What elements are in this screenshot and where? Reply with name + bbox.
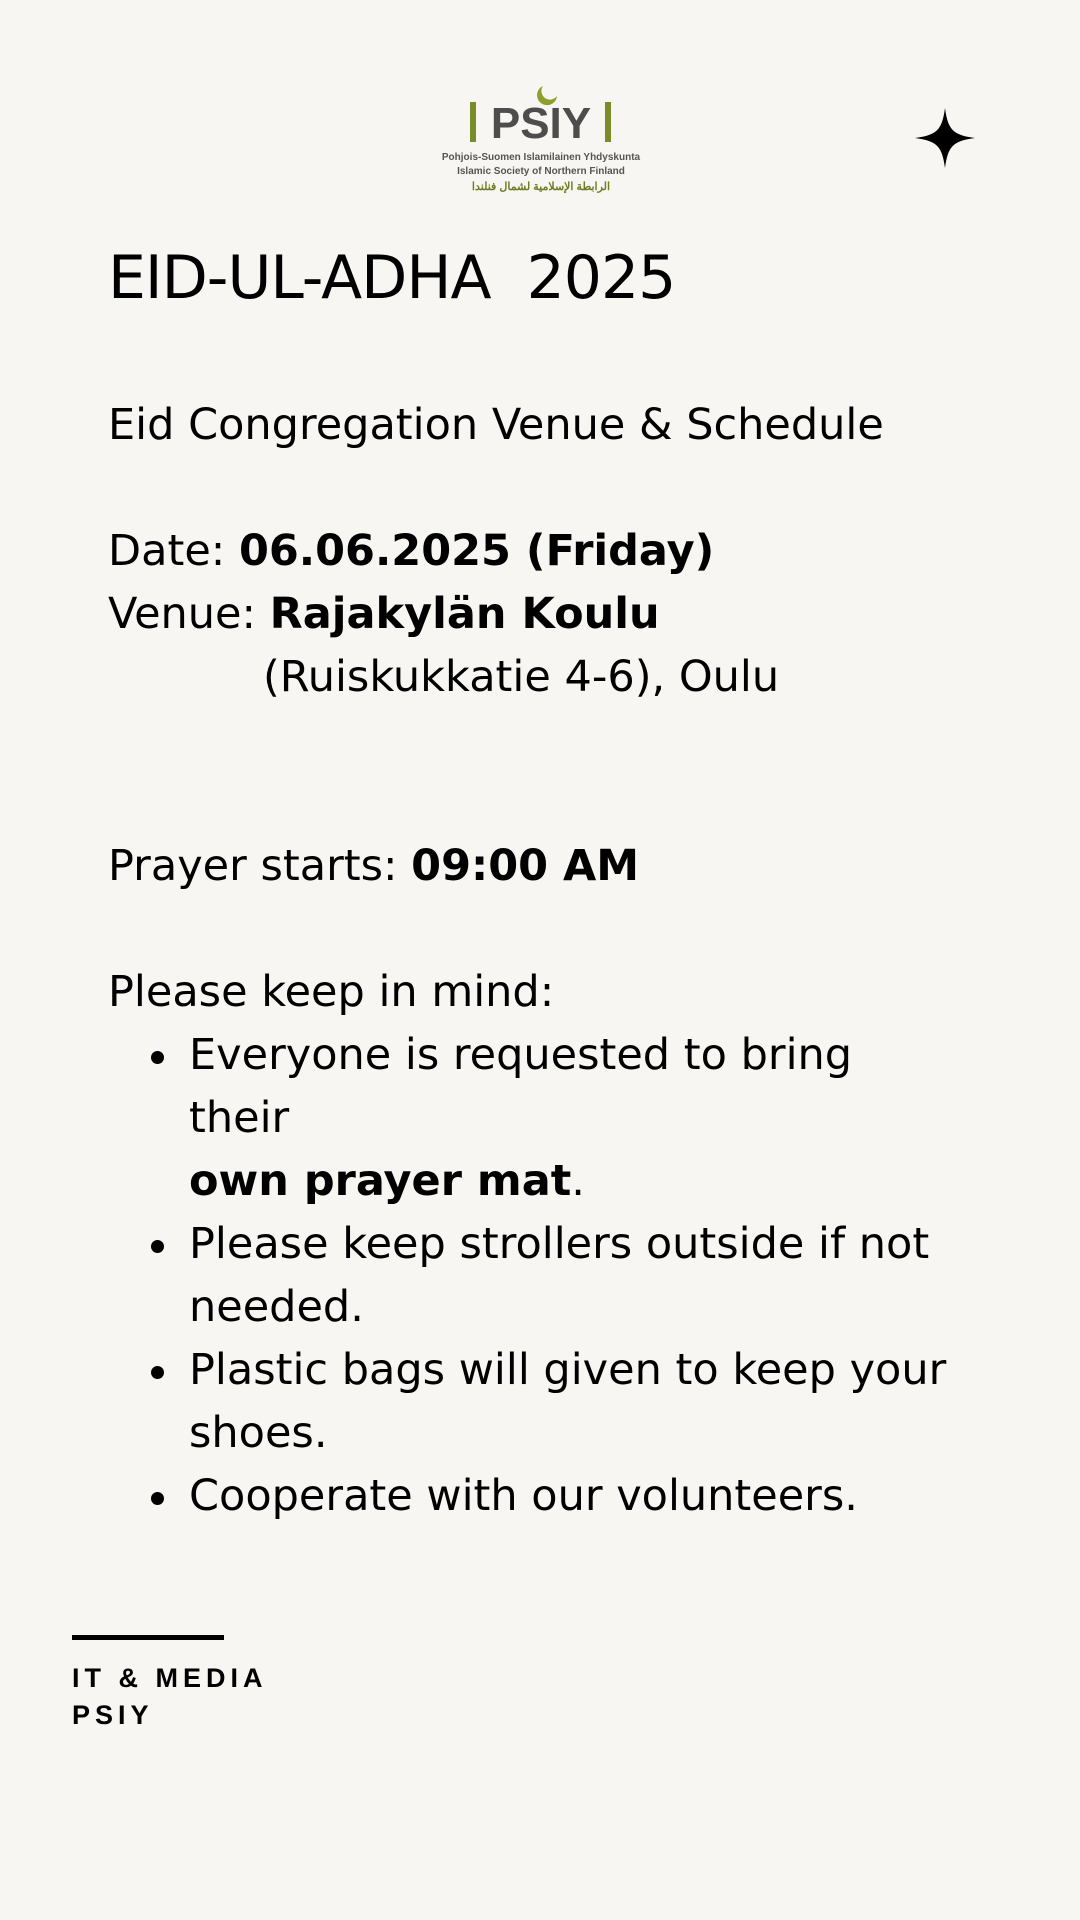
logo-name-arabic: الرابطة الإسلامية لشمال فنلندا	[471, 181, 611, 193]
prayer-label: Prayer starts:	[108, 841, 412, 891]
reminder-text: Plastic bags will given to keep your	[189, 1345, 947, 1395]
reminder-text: Everyone is requested to bring their	[189, 1030, 853, 1143]
reminders-heading: Please keep in mind:	[108, 967, 555, 1017]
footer-divider	[72, 1635, 224, 1640]
page-title: EID-UL-ADHA 2025	[108, 243, 676, 313]
reminder-text-continued: shoes.	[189, 1408, 328, 1458]
psiy-logo	[438, 74, 644, 200]
reminder-text: Please keep strollers outside if not	[189, 1219, 930, 1269]
list-item	[108, 1465, 948, 1528]
list-item	[108, 1024, 948, 1213]
bullet	[151, 1492, 164, 1505]
venue-name: Rajakylän Koulu	[269, 589, 660, 639]
logo-bar-left	[470, 102, 476, 142]
logo-wordmark: PSIY	[490, 99, 592, 144]
reminder-text: Cooperate with our volunteers.	[189, 1471, 858, 1521]
reminders-list	[108, 1024, 948, 1528]
reminder-punctuation: .	[571, 1156, 585, 1206]
reminder-text-continued: needed.	[189, 1282, 364, 1332]
footer-organization: PSIY	[72, 1700, 154, 1730]
footer-department: IT & MEDIA	[72, 1663, 268, 1693]
logo-name-finnish: Pohjois-Suomen Islamilainen Yhdyskunta	[441, 152, 641, 163]
date-label: Date:	[108, 526, 239, 576]
reminder-emphasis: own prayer mat	[189, 1156, 572, 1206]
bullet	[151, 1366, 164, 1379]
prayer-time-line	[108, 835, 639, 898]
venue-line	[108, 583, 660, 646]
date-value: 06.06.2025 (Friday)	[238, 526, 715, 576]
bullet	[151, 1240, 164, 1253]
bullet	[151, 1051, 164, 1064]
subtitle: Eid Congregation Venue & Schedule	[108, 400, 884, 450]
date-line	[108, 520, 714, 583]
prayer-time: 09:00 AM	[411, 841, 640, 891]
list-item	[108, 1213, 948, 1339]
list-item	[108, 1339, 948, 1465]
psiy-logo-mark	[438, 74, 644, 144]
four-point-star-icon	[915, 108, 975, 168]
logo-bar-right	[605, 102, 611, 142]
logo-name-english: Islamic Society of Northern Finland	[457, 166, 625, 177]
venue-label: Venue:	[108, 589, 270, 639]
venue-address: (Ruiskukkatie 4-6), Oulu	[263, 652, 780, 702]
